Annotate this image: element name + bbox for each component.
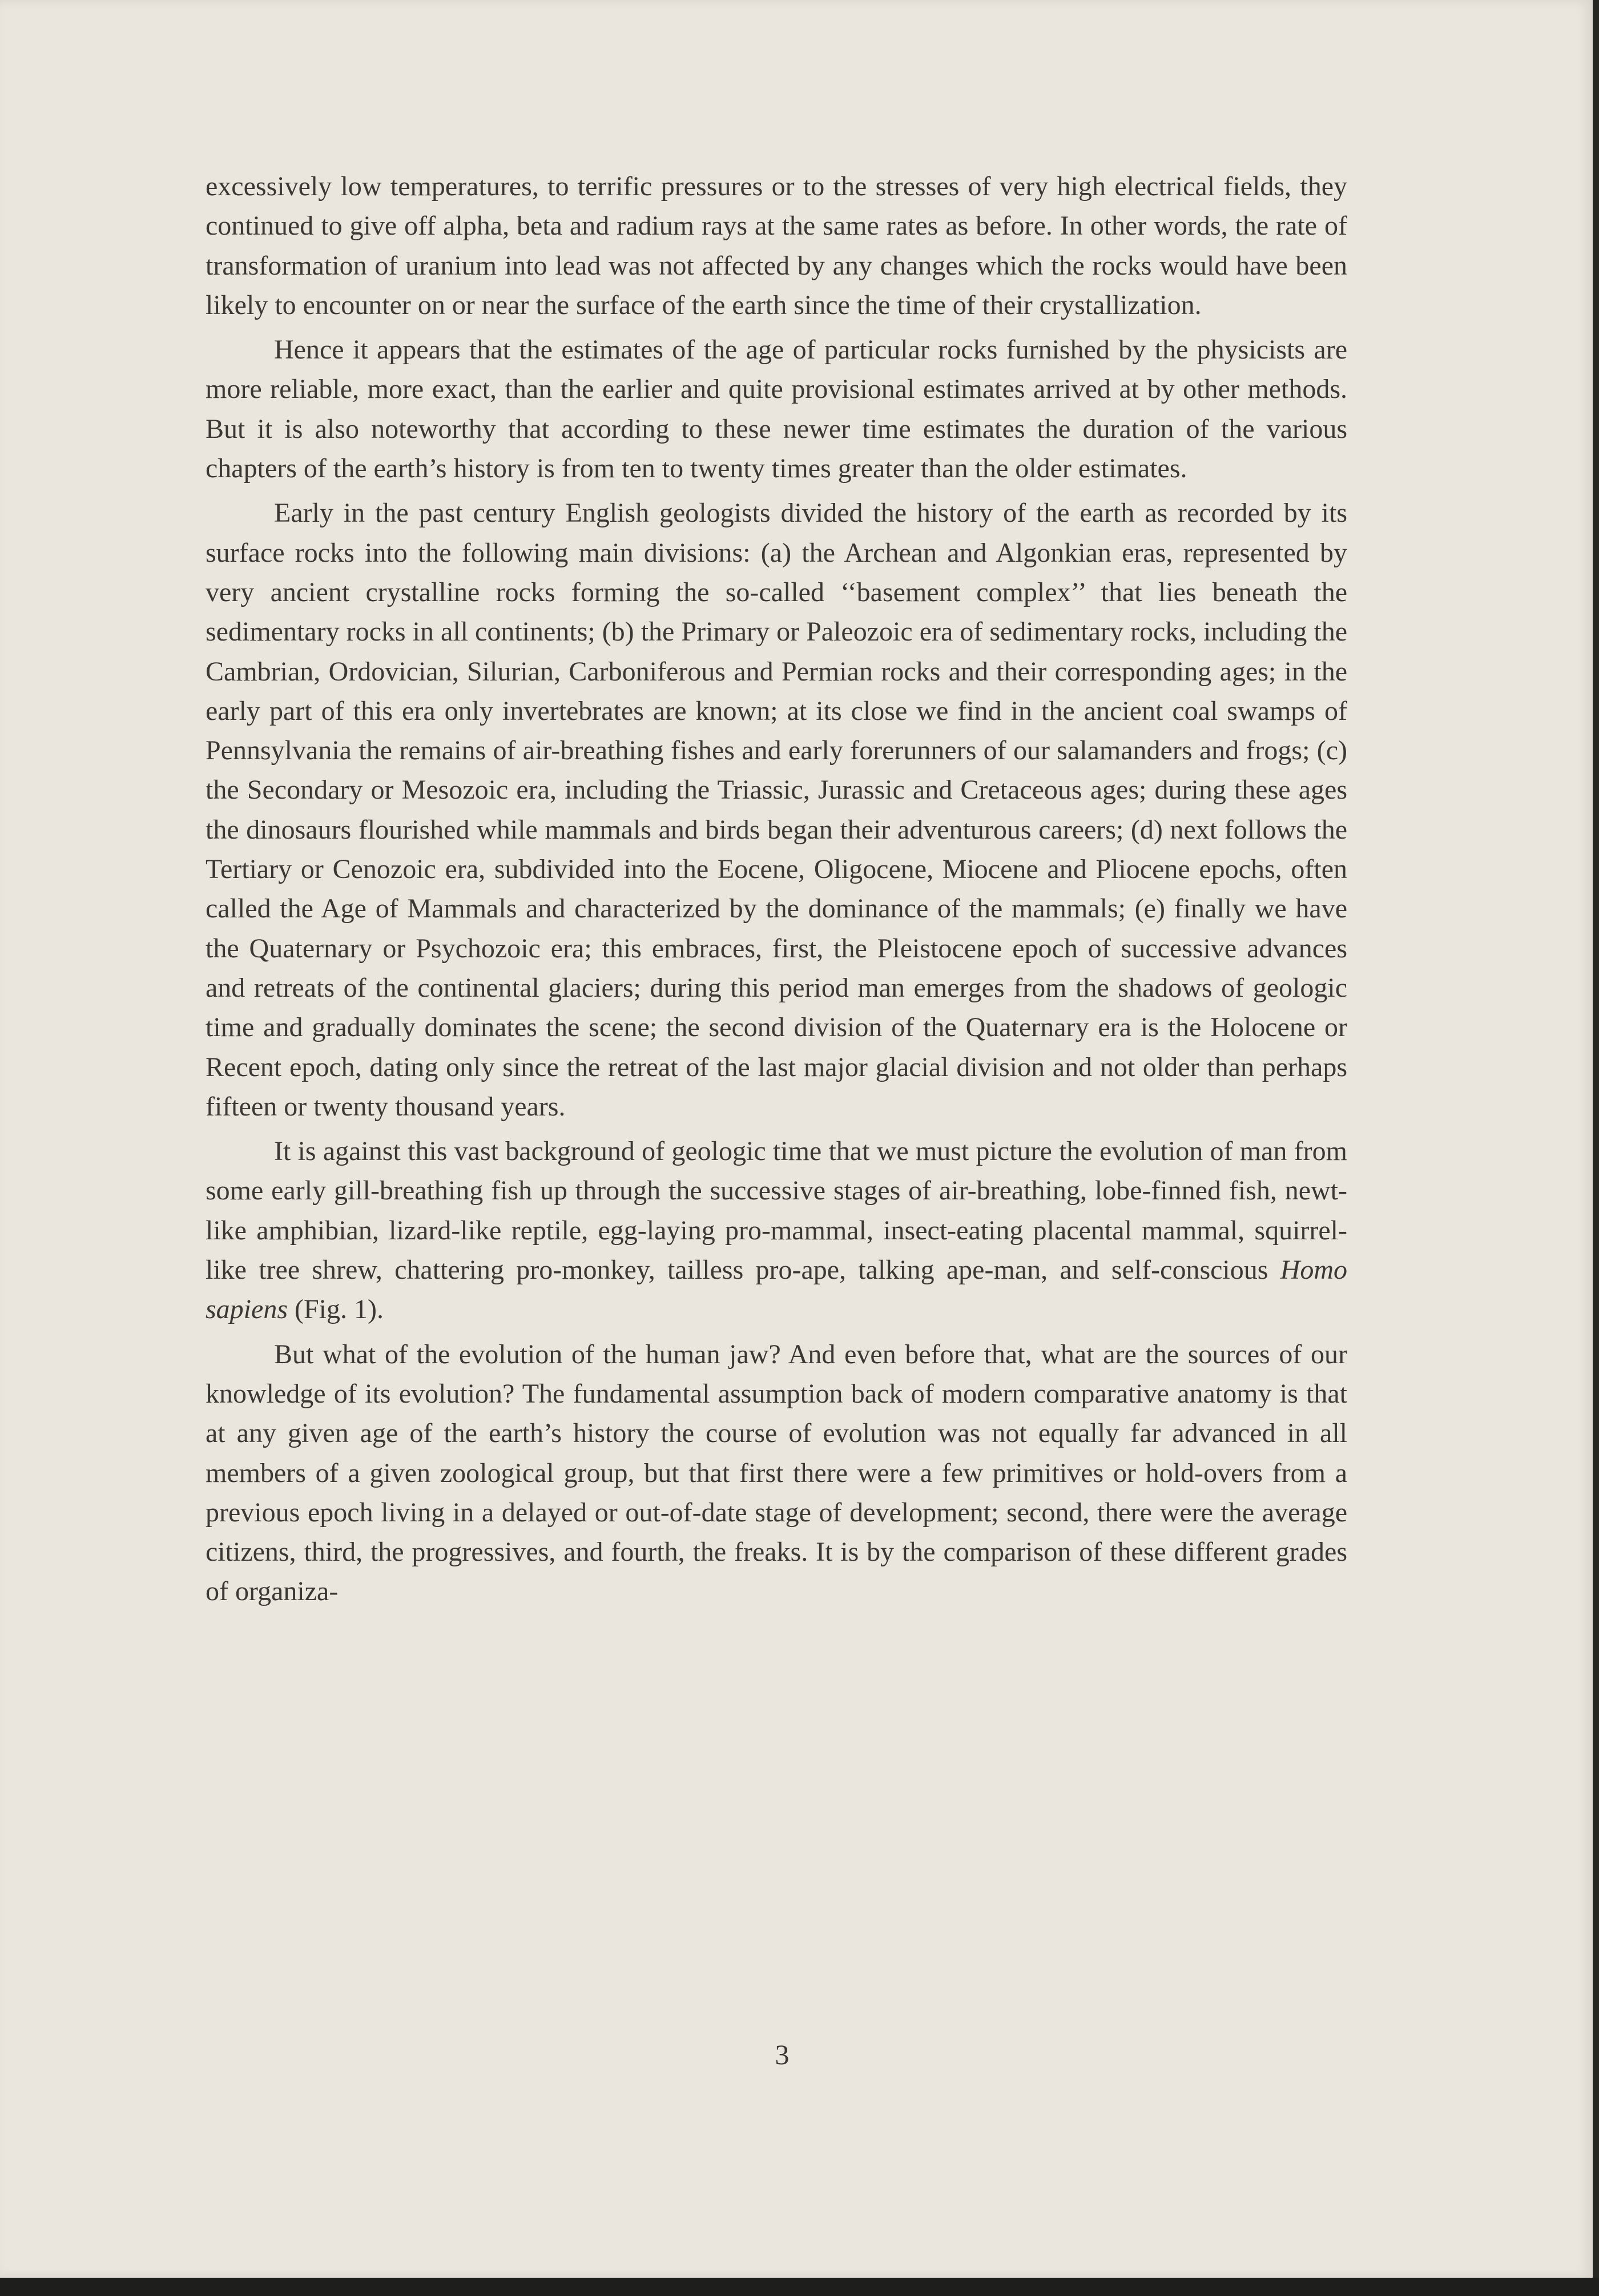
paragraph-3: Early in the past century English geologists divided the history of the earth as recorded by its surface rocks into the following main divisions: (a) the Archean and Algonkian eras, represented by very ancient crystalline rocks forming the so-called ‘‘basement complex’’ that lies beneath the sedimentary rocks in all continents; (b) the Primary or Paleozoic era of sedimentary rocks, including the Cambrian, Ordovician, Silurian, Carboniferous and Permian rocks and their corresponding ages; in the early part of this era only invertebrates are known; at its close we find in the ancient coal swamps of Pennsylvania the remains of air-breathing fishes and early forerunners of our salamanders and frogs; (c) the Secondary or Mesozoic era, including the Triassic, Jurassic and Cretaceous ages; during these ages the dinosaurs flourished while mammals and birds began their adventurous careers; (d) next follows the Tertiary or Cenozoic era, subdivided into the Eocene, Oligocene, Miocene and Pliocene epochs, often called the Age of Mammals and characterized by the dominance of the mammals; (e) finally we have the Quaternary or Psychozoic era; this embraces, first, the Pleistocene epoch of successive advances and retreats of the continental glaciers; during this period man emerges from the shadows of geologic time and gradually dominates the scene; the second division of the Quaternary era is the Holocene or Recent epoch, dating only since the retreat of the last major glacial division and not older than perhaps fifteen or twenty thousand years. [206, 498, 1347, 1122]
scan-edge-bottom [0, 2278, 1599, 2296]
paragraph-2: Hence it appears that the estimates of the age of particular rocks furnished by the physicists are more reliable, more exact, than the earlier and quite provisional estimates arrived at by other methods. But it is also noteworthy that according to these newer time estimates the duration of the various chapters of the earth’s history is from ten to twenty times greater than the older estimates. [206, 335, 1347, 484]
body-text [206, 167, 1347, 1617]
page-number: 3 [775, 2039, 790, 2071]
paragraph-4-text-start: It is against this vast background of geologic time that we must picture the evolution of man from some early gill-breathing fish up through the successive stages of air-breathing, lobe-finned fish, newt-like amphibian, lizard-like reptile, egg-laying pro-mammal, insect-eating placental mammal, squirrel-like tree shrew, chattering pro-monkey, tailless pro-ape, talking ape-man, and self-conscious [206, 1136, 1347, 1286]
paragraph-4 [206, 1131, 1347, 1329]
species-name-italic: Homo sapiens [206, 1255, 1347, 1325]
scan-edge-right [1593, 0, 1599, 2296]
paragraph-5: But what of the evolution of the human jaw? And even before that, what are the sources of our knowledge of its evolution? The fundamental assumption back of modern comparative anatomy is that at any given age of the earth’s history the course of evolution was not equally far advanced in all members of a given zoological group, but that first there were a few primitives or hold-overs from a previous epoch living in a delayed or out-of-date stage of development; second, there were the average citizens, third, the progressives, and fourth, the freaks. It is by the comparison of these different grades of organiza- [206, 1339, 1347, 1607]
paragraph-4-text-end: (Fig. 1). [288, 1294, 384, 1325]
paragraph-1: excessively low temperatures, to terrific pressures or to the stresses of very high electrical fields, they continued to give off alpha, beta and radium rays at the same rates as before. In other words, the rate of transformation of uranium into lead was not affected by any changes which the rocks would have been likely to encounter on or near the surface of the earth since the time of their crystallization. [206, 171, 1347, 320]
